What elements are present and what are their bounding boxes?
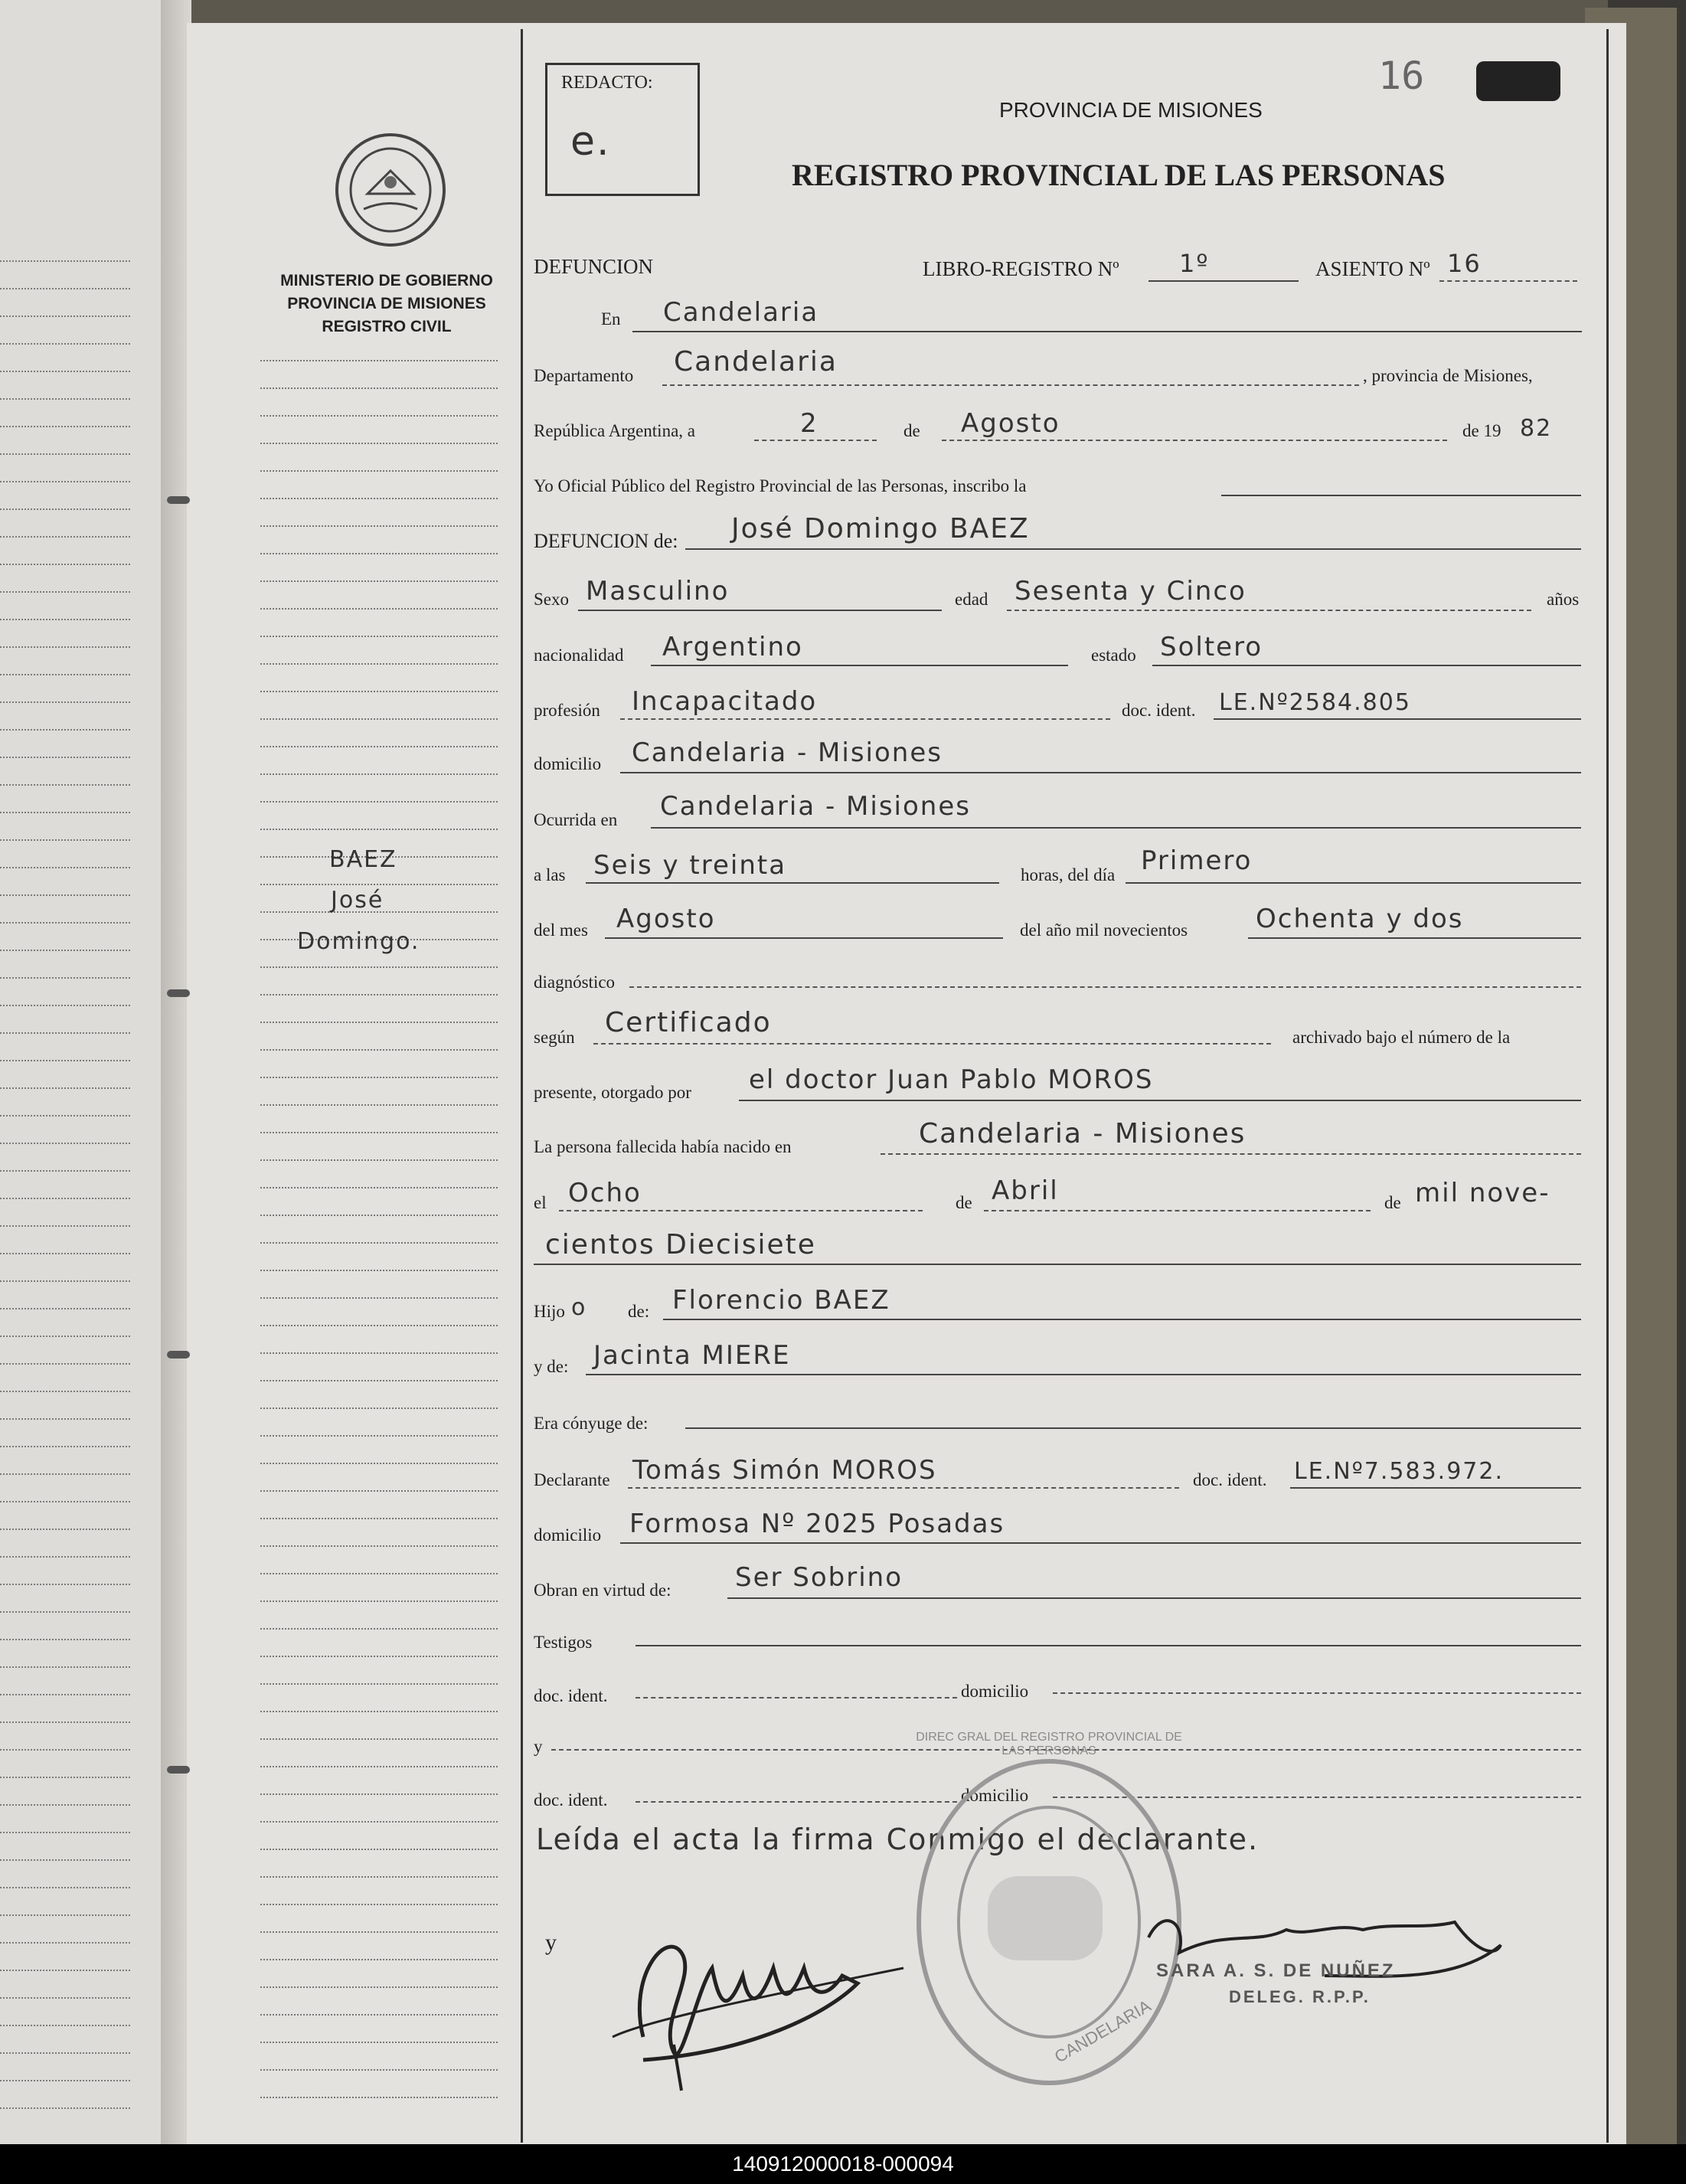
ledger-line <box>0 1556 130 1558</box>
binding-stitch <box>167 496 190 504</box>
margin-ledger-line <box>260 1986 498 1988</box>
margin-ledger-line <box>260 1766 498 1767</box>
stamp-ring-text: DIREC GRAL DEL REGISTRO PROVINCIAL DE LAS PERSONAS <box>916 1731 1182 1757</box>
ledger-line <box>0 1777 130 1778</box>
margin-ledger-line <box>260 1297 498 1299</box>
margin-ledger-line <box>260 1876 498 1878</box>
ledger-line <box>0 1997 130 1999</box>
margin-ledger-line <box>260 1022 498 1023</box>
ledger-line <box>0 508 130 510</box>
nacido-value: Candelaria - Misiones <box>919 1118 1247 1149</box>
declarante-line <box>628 1487 1179 1489</box>
margin-ledger-line <box>260 1380 498 1381</box>
margin-ledger-line <box>260 1849 498 1850</box>
declarante-label: Declarante <box>534 1470 610 1489</box>
provincia-label: , provincia de Misiones, <box>1363 366 1533 385</box>
depto-value: Candelaria <box>674 346 838 378</box>
yde-label: y de: <box>534 1357 569 1376</box>
ledger-line <box>0 481 130 482</box>
estado-label: estado <box>1091 646 1136 665</box>
ledger-line <box>0 1087 130 1089</box>
ledger-line <box>0 1032 130 1034</box>
oficial-text: Yo Oficial Público del Registro Provincial de las Personas, inscribo la <box>534 476 1027 495</box>
official-name: SARA A. S. DE NUÑEZ <box>1156 1960 1396 1981</box>
obran-label: Obran en virtud de: <box>534 1581 671 1600</box>
ledger-line <box>0 1143 130 1144</box>
ledger-line <box>0 260 130 262</box>
archivado-label: archivado bajo el número de la <box>1292 1028 1511 1047</box>
segun-value: Certificado <box>605 1007 772 1038</box>
decl-doc-value: LE.Nº7.583.972. <box>1294 1458 1504 1485</box>
margin-ledger-line <box>260 580 498 582</box>
ledger-line <box>0 1253 130 1254</box>
ledger-line <box>0 343 130 345</box>
en-label: En <box>601 309 621 329</box>
right-rule <box>1606 29 1609 2143</box>
ledger-line <box>0 1914 130 1916</box>
mil-value: mil nove- <box>1415 1178 1550 1208</box>
alas-value: Seis y treinta <box>593 850 787 881</box>
redacto-label: REDACTO: <box>561 73 653 93</box>
y-label: y <box>534 1737 543 1756</box>
ledger-line <box>0 1528 130 1530</box>
oficial-line <box>1221 495 1581 496</box>
margin-name2: Domingo. <box>297 928 420 955</box>
t-doc2-label: doc. ident. <box>534 1790 608 1810</box>
decl-doc-line <box>1290 1487 1581 1489</box>
presente-line <box>739 1100 1581 1101</box>
el-value: Ocho <box>568 1178 642 1208</box>
margin-ledger-line <box>260 1931 498 1933</box>
margin-ledger-line <box>260 1711 498 1712</box>
anos-label: años <box>1547 590 1580 609</box>
padre-value: Florencio BAEZ <box>672 1285 890 1316</box>
ledger-line <box>0 426 130 427</box>
hijo-label: Hijo <box>534 1302 565 1321</box>
asiento-line <box>1439 280 1577 282</box>
cientos-value: cientos Diecisiete <box>545 1229 816 1260</box>
profesion-label: profesión <box>534 701 600 720</box>
t-dom1-line <box>1053 1692 1581 1694</box>
binding-stitch <box>167 1766 190 1774</box>
declarant-signature-icon <box>597 1884 919 2098</box>
ledger-line <box>0 1473 130 1475</box>
doc-line <box>1214 718 1581 720</box>
year-label: de 19 <box>1462 421 1501 440</box>
horas-label: horas, del día <box>1021 865 1116 884</box>
padre-line <box>663 1319 1581 1320</box>
redacto-box <box>545 63 700 196</box>
margin-ledger-line <box>260 718 498 720</box>
binding-stitch <box>167 1351 190 1358</box>
ledger-line <box>0 1308 130 1309</box>
closing-text: Leída el acta la firma Conmigo el declarante. <box>536 1823 1260 1856</box>
ledger-line <box>0 1694 130 1695</box>
ledger-line <box>0 1970 130 1971</box>
conyuge-line <box>685 1427 1581 1429</box>
ocurrida-line <box>651 827 1581 829</box>
depto-label: Departamento <box>534 366 634 385</box>
sexo-value: Masculino <box>586 576 730 606</box>
margin-ledger-line <box>260 498 498 499</box>
year-value: 82 <box>1520 415 1553 442</box>
margin-ledger-line <box>260 2014 498 2016</box>
segun-label: según <box>534 1028 575 1047</box>
obran-line <box>727 1597 1581 1599</box>
margin-ledger-line <box>260 1435 498 1437</box>
alas-label: a las <box>534 865 566 884</box>
ledger-line <box>0 867 130 868</box>
margin-ledger-line <box>260 1821 498 1823</box>
ledger-line <box>0 950 130 951</box>
margin-ledger-line <box>260 553 498 554</box>
ledger-line <box>0 784 130 786</box>
margin-ledger-line <box>260 1904 498 1905</box>
sexo-line <box>578 610 942 611</box>
ledger-line <box>0 1170 130 1172</box>
stamp-center-text: CANDELARIA <box>1050 1996 1155 2067</box>
t-dom1-label: domicilio <box>961 1682 1029 1701</box>
margin-ledger-line <box>260 1132 498 1133</box>
margin-ledger-line <box>260 1408 498 1409</box>
margin-ledger-line <box>260 1518 498 1519</box>
margin-name1: José <box>331 887 384 914</box>
ledger-line <box>0 536 130 538</box>
ledger-line <box>0 2107 130 2109</box>
nacionalidad-label: nacionalidad <box>534 646 624 665</box>
margin-rule <box>521 29 523 2143</box>
profesion-value: Incapacitado <box>632 686 818 717</box>
ledger-line <box>0 1225 130 1227</box>
ledger-line <box>0 1942 130 1944</box>
t-doc1-label: doc. ident. <box>534 1686 608 1705</box>
margin-ledger-line <box>260 801 498 803</box>
cientos-line <box>534 1264 1581 1265</box>
margin-ledger-line <box>260 1242 498 1244</box>
ledger-line <box>0 2080 130 2081</box>
t-doc1-line <box>636 1697 957 1698</box>
libro-value: 1º <box>1179 249 1210 278</box>
estado-value: Soltero <box>1160 632 1263 662</box>
dia-value: Primero <box>1141 845 1253 876</box>
de2-label: de <box>956 1193 972 1212</box>
margin-ledger-line <box>260 773 498 775</box>
margin-ledger-line <box>260 2069 498 2071</box>
margin-ledger-line <box>260 1104 498 1106</box>
margin-ledger-line <box>260 994 498 996</box>
margin-ledger-line <box>260 360 498 361</box>
ledger-line <box>0 1198 130 1199</box>
t-doc2-line <box>636 1801 957 1803</box>
ledger-line <box>0 1446 130 1447</box>
ledger-line <box>0 619 130 620</box>
estado-line <box>1152 665 1581 666</box>
margin-ledger-line <box>260 636 498 637</box>
margin-ledger-line <box>260 884 498 885</box>
margin-ledger-line <box>260 1959 498 1960</box>
margin-ledger-line <box>260 1656 498 1657</box>
ledger-line <box>0 591 130 593</box>
mes2-line <box>984 1210 1371 1211</box>
margin-ledger-line <box>260 691 498 692</box>
decl-domicilio-line <box>620 1542 1581 1544</box>
ledger-line <box>0 922 130 924</box>
binding-stitch <box>167 989 190 997</box>
domicilio-label: domicilio <box>534 754 602 773</box>
margin-ledger-line <box>260 1490 498 1492</box>
margin-ledger-line <box>260 1683 498 1685</box>
ocurrida-label: Ocurrida en <box>534 810 618 829</box>
ledger-line <box>0 1391 130 1392</box>
ledger-line <box>0 1639 130 1640</box>
ledger-line <box>0 1363 130 1365</box>
nacionalidad-value: Argentino <box>662 632 803 662</box>
margin-ledger-line <box>260 746 498 747</box>
ledger-line <box>0 1721 130 1723</box>
ledger-line <box>0 453 130 455</box>
province-seal-icon <box>325 129 456 251</box>
republica-label: República Argentina, a <box>534 421 695 440</box>
presente-value: el doctor Juan Pablo MOROS <box>749 1064 1154 1095</box>
ledger-line <box>0 1832 130 1833</box>
header-registry: REGISTRO PROVINCIAL DE LAS PERSONAS <box>792 158 1446 192</box>
margin-ledger-line <box>260 1077 498 1078</box>
margin-ledger-line <box>260 1159 498 1161</box>
el-label: el <box>534 1193 547 1212</box>
testigos-line <box>636 1645 1581 1646</box>
ledger-line <box>0 1418 130 1420</box>
segun-line <box>593 1043 1271 1045</box>
ledger-line <box>0 1280 130 1282</box>
mes2-value: Abril <box>992 1175 1059 1206</box>
nacido-line <box>881 1153 1581 1155</box>
domicilio-value: Candelaria - Misiones <box>632 737 943 768</box>
sexo-label: Sexo <box>534 590 569 609</box>
nacido-label: La persona fallecida había nacido en <box>534 1137 792 1156</box>
day-value: 2 <box>800 408 818 439</box>
margin-surname: BAEZ <box>329 846 397 873</box>
margin-ledger-line <box>260 1793 498 1795</box>
de3-label: de <box>1384 1193 1401 1212</box>
ledger-line <box>0 1501 130 1502</box>
libro-label: LIBRO-REGISTRO Nº <box>923 257 1119 280</box>
page-number: 16 <box>1378 54 1425 98</box>
defuncion-de-value: José Domingo BAEZ <box>731 513 1030 544</box>
t-dom2-label: domicilio <box>961 1786 1029 1805</box>
margin-ledger-line <box>260 525 498 527</box>
nacionalidad-line <box>651 665 1068 666</box>
hijo-suffix: o <box>571 1294 587 1321</box>
ledger-line <box>0 2052 130 2054</box>
declarante-value: Tomás Simón MOROS <box>632 1455 937 1486</box>
margin-ledger-line <box>260 1187 498 1188</box>
de-label: de <box>903 421 920 440</box>
anio-label: del año mil novecientos <box>1020 920 1188 940</box>
anio-value: Ochenta y dos <box>1256 904 1464 934</box>
margin-ledger-line <box>260 663 498 665</box>
ledger-line <box>0 1584 130 1585</box>
month-value: Agosto <box>961 408 1060 439</box>
margin-ledger-line <box>260 443 498 444</box>
edad-label: edad <box>955 590 988 609</box>
mes-line <box>605 937 1003 939</box>
ink-blot <box>1476 61 1560 101</box>
ledger-line <box>0 701 130 703</box>
y-sign-label: y <box>545 1930 557 1955</box>
official-title: DELEG. R.P.P. <box>1229 1987 1371 2006</box>
ledger-line <box>0 646 130 648</box>
margin-ledger-line <box>260 415 498 417</box>
ledger-line <box>0 1666 130 1668</box>
en-line <box>632 331 1582 332</box>
asiento-label: ASIENTO Nº <box>1315 257 1430 280</box>
ledger-line <box>0 1749 130 1751</box>
defuncion-de-label: DEFUNCION de: <box>534 530 678 552</box>
ledger-line <box>0 757 130 758</box>
diagnostico-label: diagnóstico <box>534 973 616 992</box>
edad-value: Sesenta y Cinco <box>1015 576 1247 606</box>
doc-value: LE.Nº2584.805 <box>1219 689 1411 716</box>
ledger-line <box>0 1804 130 1806</box>
ledger-line <box>0 316 130 317</box>
header-province: PROVINCIA DE MISIONES <box>999 98 1263 122</box>
margin-ledger-line <box>260 1463 498 1464</box>
ledger-line <box>0 674 130 675</box>
ledger-line <box>0 1336 130 1337</box>
ledger-line <box>0 288 130 289</box>
mes-value: Agosto <box>616 904 716 934</box>
margin-ledger-line <box>260 2042 498 2043</box>
ministry-line2: PROVINCIA DE MISIONES <box>287 295 486 312</box>
ocurrida-value: Candelaria - Misiones <box>660 791 971 822</box>
madre-value: Jacinta MIERE <box>593 1340 791 1371</box>
defuncion-de-line <box>685 548 1581 550</box>
margin-ledger-line <box>260 1215 498 1216</box>
ledger-line <box>0 1887 130 1888</box>
margin-ledger-line <box>260 1600 498 1602</box>
margin-ledger-line <box>260 1352 498 1354</box>
hijo-de-label: de: <box>628 1302 650 1321</box>
ministry-line3: REGISTRO CIVIL <box>322 318 452 335</box>
margin-ledger-line <box>260 608 498 610</box>
day-line <box>754 440 877 441</box>
libro-line <box>1149 280 1299 282</box>
form-type: DEFUNCION <box>534 255 654 278</box>
conyuge-label: Era cónyuge de: <box>534 1414 649 1433</box>
margin-ledger-line <box>260 2097 498 2098</box>
ledger-line <box>0 371 130 372</box>
ledger-line <box>0 812 130 813</box>
margin-ledger-line <box>260 1573 498 1574</box>
margin-ledger-line <box>260 1325 498 1326</box>
margin-ledger-line <box>260 1628 498 1630</box>
margin-ledger-line <box>260 966 498 968</box>
domicilio-line <box>620 772 1581 773</box>
ledger-line <box>0 564 130 565</box>
margin-ledger-line <box>260 1738 498 1740</box>
decl-domicilio-label: domicilio <box>534 1525 602 1545</box>
doc-label: doc. ident. <box>1122 701 1196 720</box>
diagnostico-line <box>629 986 1581 988</box>
dia-line <box>1126 882 1581 884</box>
el-line <box>559 1210 923 1211</box>
margin-ledger-line <box>260 1545 498 1547</box>
alas-line <box>586 882 999 884</box>
madre-line <box>586 1374 1581 1375</box>
obran-value: Ser Sobrino <box>735 1562 903 1593</box>
ledger-line <box>0 977 130 979</box>
margin-ledger-line <box>260 470 498 472</box>
ministry-header <box>260 270 513 338</box>
profesion-line <box>620 718 1110 720</box>
margin-ledger-line <box>260 1270 498 1271</box>
ledger-line <box>0 1115 130 1117</box>
margin-ledger-line <box>260 1049 498 1051</box>
edad-line <box>1007 610 1531 611</box>
redacto-mark: e. <box>570 119 611 165</box>
ledger-line <box>0 2025 130 2026</box>
margin-ledger-line <box>260 829 498 830</box>
ledger-line <box>0 1060 130 1061</box>
testigos-label: Testigos <box>534 1633 593 1652</box>
ledger-line <box>0 398 130 400</box>
ledger-line <box>0 1859 130 1861</box>
margin-ledger-line <box>260 387 498 389</box>
anio-line <box>1248 937 1581 939</box>
depto-line <box>662 384 1359 386</box>
ministry-line1: MINISTERIO DE GOBIERNO <box>280 272 493 289</box>
ledger-line <box>0 894 130 896</box>
ledger-line <box>0 729 130 731</box>
decl-doc-label: doc. ident. <box>1193 1470 1267 1489</box>
ledger-line <box>0 1611 130 1613</box>
ledger-line <box>0 1005 130 1006</box>
month-line <box>942 440 1447 441</box>
ledger-line <box>0 839 130 841</box>
asiento-value: 16 <box>1447 249 1482 278</box>
presente-label: presente, otorgado por <box>534 1083 691 1102</box>
mes-label: del mes <box>534 920 588 940</box>
document-id-footer: 140912000018-000094 <box>0 2144 1686 2184</box>
decl-domicilio-value: Formosa Nº 2025 Posadas <box>629 1509 1005 1539</box>
en-value: Candelaria <box>663 297 819 328</box>
